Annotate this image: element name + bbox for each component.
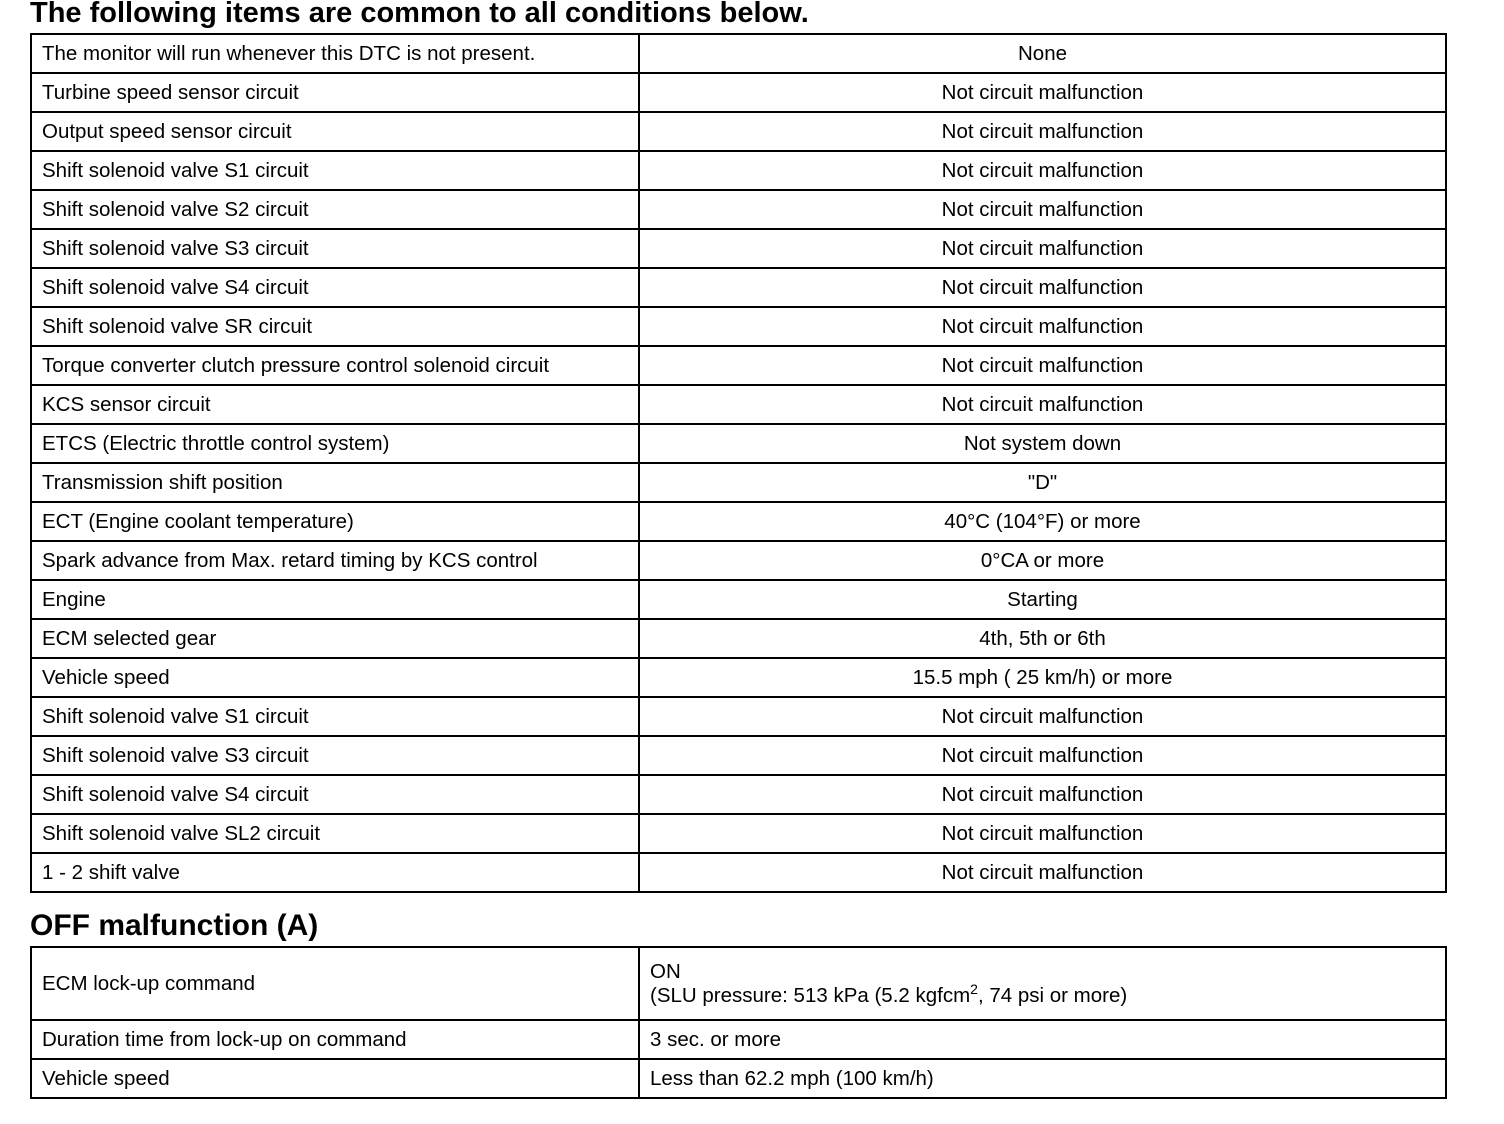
pressure-text: (SLU pressure: 513 kPa (5.2 kgfcm	[650, 983, 971, 1007]
off-malfunction-body	[31, 947, 1446, 1098]
condition-value-cell: 3 sec. or more	[639, 1020, 1446, 1059]
condition-value-cell	[639, 947, 1446, 1020]
condition-value-cell: Not circuit malfunction	[639, 229, 1446, 268]
condition-value-cell: Starting	[639, 580, 1446, 619]
condition-value-cell: Not circuit malfunction	[639, 190, 1446, 229]
table-row	[31, 229, 1446, 268]
condition-value-cell: Not circuit malfunction	[639, 307, 1446, 346]
condition-item-cell: Transmission shift position	[31, 463, 639, 502]
condition-item-cell: Turbine speed sensor circuit	[31, 73, 639, 112]
condition-item-cell: Shift solenoid valve S2 circuit	[31, 190, 639, 229]
table-row	[31, 73, 1446, 112]
condition-value-cell: 4th, 5th or 6th	[639, 619, 1446, 658]
common-conditions-heading: The following items are common to all conditions below.	[30, 0, 809, 29]
condition-value-line: ON	[650, 959, 681, 983]
condition-item-cell: Shift solenoid valve S4 circuit	[31, 268, 639, 307]
table-row	[31, 697, 1446, 736]
condition-item-cell: Spark advance from Max. retard timing by KCS control	[31, 541, 639, 580]
condition-value-cell: Not circuit malfunction	[639, 814, 1446, 853]
table-row	[31, 853, 1446, 892]
condition-value-cell: Not circuit malfunction	[639, 268, 1446, 307]
condition-value-cell: Less than 62.2 mph (100 km/h)	[639, 1059, 1446, 1098]
condition-item-cell: KCS sensor circuit	[31, 385, 639, 424]
condition-item-cell: ETCS (Electric throttle control system)	[31, 424, 639, 463]
condition-value-cell: Not circuit malfunction	[639, 73, 1446, 112]
condition-item-cell: Shift solenoid valve SR circuit	[31, 307, 639, 346]
table-row	[31, 151, 1446, 190]
condition-item-cell: Engine	[31, 580, 639, 619]
condition-value-cell: 40°C (104°F) or more	[639, 502, 1446, 541]
table-row	[31, 947, 1446, 1020]
condition-item-cell: The monitor will run whenever this DTC is not present.	[31, 34, 639, 73]
condition-item-cell: 1 - 2 shift valve	[31, 853, 639, 892]
table-row	[31, 736, 1446, 775]
table-row	[31, 307, 1446, 346]
condition-value-cell: Not circuit malfunction	[639, 736, 1446, 775]
table-row	[31, 619, 1446, 658]
condition-value-cell: Not circuit malfunction	[639, 346, 1446, 385]
condition-value-cell: None	[639, 34, 1446, 73]
condition-item-cell: Vehicle speed	[31, 1059, 639, 1098]
condition-item-cell: Duration time from lock-up on command	[31, 1020, 639, 1059]
common-conditions-table	[30, 33, 1447, 893]
unit-superscript: 2	[970, 980, 978, 997]
condition-item-cell: Shift solenoid valve S1 circuit	[31, 697, 639, 736]
table-row	[31, 112, 1446, 151]
condition-value-cell: 0°CA or more	[639, 541, 1446, 580]
table-row	[31, 346, 1446, 385]
condition-item-cell: Vehicle speed	[31, 658, 639, 697]
table-row	[31, 1020, 1446, 1059]
off-malfunction-heading: OFF malfunction (A)	[30, 909, 319, 942]
condition-value-cell: "D"	[639, 463, 1446, 502]
condition-item-cell: ECM lock-up command	[31, 947, 639, 1020]
table-row	[31, 1059, 1446, 1098]
condition-value-cell: Not circuit malfunction	[639, 853, 1446, 892]
table-row	[31, 580, 1446, 619]
condition-value-cell: Not circuit malfunction	[639, 385, 1446, 424]
condition-item-cell: Shift solenoid valve S3 circuit	[31, 736, 639, 775]
condition-value-cell: 15.5 mph ( 25 km/h) or more	[639, 658, 1446, 697]
table-row	[31, 775, 1446, 814]
condition-item-cell: ECM selected gear	[31, 619, 639, 658]
condition-item-cell: Shift solenoid valve S1 circuit	[31, 151, 639, 190]
condition-value-line	[650, 980, 1435, 1008]
condition-value-cell: Not circuit malfunction	[639, 112, 1446, 151]
table-row	[31, 385, 1446, 424]
table-row	[31, 463, 1446, 502]
table-row	[31, 658, 1446, 697]
table-row	[31, 268, 1446, 307]
table-row	[31, 814, 1446, 853]
common-conditions-body	[31, 34, 1446, 892]
condition-value-cell: Not circuit malfunction	[639, 151, 1446, 190]
condition-value-cell: Not circuit malfunction	[639, 697, 1446, 736]
condition-item-cell: Shift solenoid valve S3 circuit	[31, 229, 639, 268]
table-row	[31, 190, 1446, 229]
table-row	[31, 502, 1446, 541]
condition-item-cell: ECT (Engine coolant temperature)	[31, 502, 639, 541]
pressure-text-end: , 74 psi or more)	[977, 983, 1128, 1007]
table-row	[31, 424, 1446, 463]
off-malfunction-table	[30, 946, 1447, 1099]
condition-item-cell: Output speed sensor circuit	[31, 112, 639, 151]
condition-value-cell: Not circuit malfunction	[639, 775, 1446, 814]
table-row	[31, 541, 1446, 580]
condition-value-cell: Not system down	[639, 424, 1446, 463]
condition-item-cell: Shift solenoid valve S4 circuit	[31, 775, 639, 814]
condition-item-cell: Torque converter clutch pressure control solenoid circuit	[31, 346, 639, 385]
condition-item-cell: Shift solenoid valve SL2 circuit	[31, 814, 639, 853]
table-row	[31, 34, 1446, 73]
